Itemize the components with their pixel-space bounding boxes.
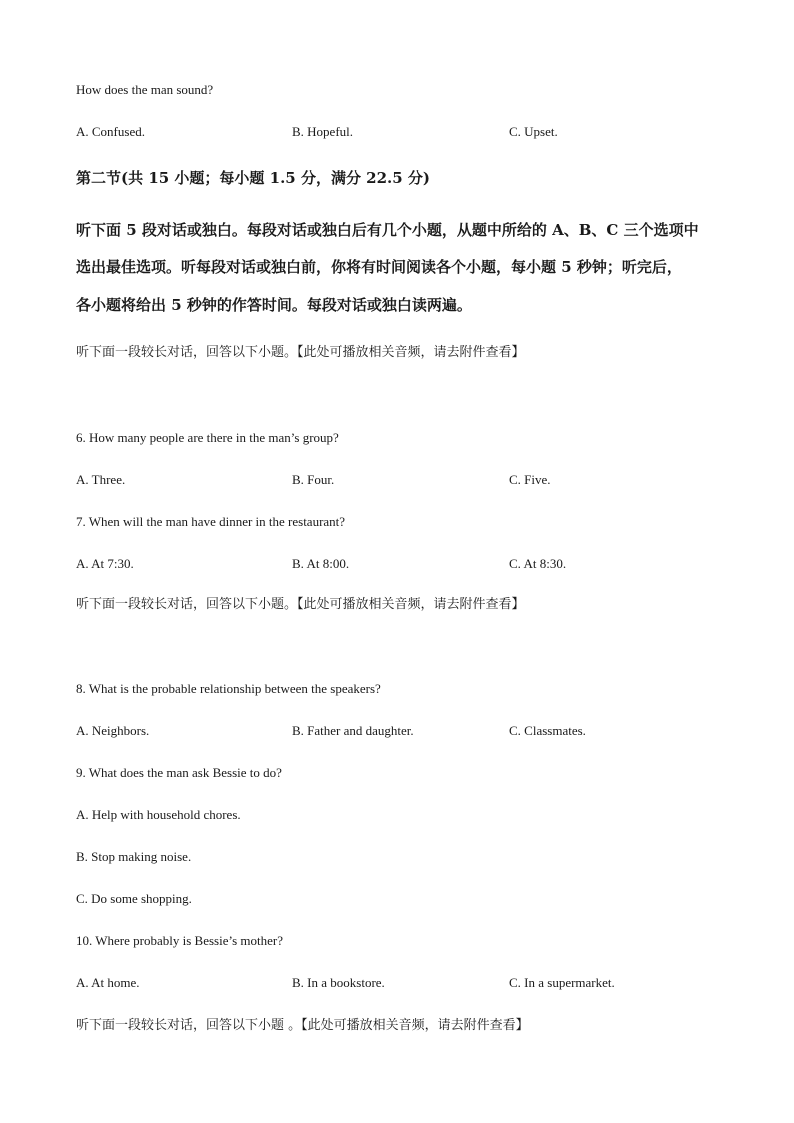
question-10-text: 10. Where probably is Bessie’s mother? — [76, 933, 283, 948]
q8-option-a: A. Neighbors. — [76, 723, 150, 738]
instructions-line-3: 各小题将给出 5 秒钟的作答时间。每段对话或独白读两遍。 — [76, 296, 472, 314]
listen-prompt-1: 听下面一段较长对话，回答以下小题。【此处可播放相关音频，请去附件查看】 — [76, 345, 525, 360]
q7-option-b: B. At 8:00. — [292, 556, 350, 571]
q10-option-c: C. In a supermarket. — [509, 975, 615, 990]
listen-prompt-3: 听下面一段较长对话，回答以下小题 。【此处可播放相关音频，请去附件查看】 — [76, 1018, 529, 1033]
q9-option-a: A. Help with household chores. — [76, 807, 241, 822]
q8-option-b: B. Father and daughter. — [292, 723, 414, 738]
section-heading: 第二节(共 15 小题；每小题 1.5 分，满分 22.5 分) — [76, 169, 431, 187]
q5-option-a: A. Confused. — [76, 124, 145, 139]
instructions-line-1: 听下面 5 段对话或独白。每段对话或独白后有几个小题，从题中所给的 A、B、C 三个选项中 — [76, 221, 699, 239]
listen-prompt-2: 听下面一段较长对话，回答以下小题。【此处可播放相关音频，请去附件查看】 — [76, 597, 525, 612]
q10-option-b: B. In a bookstore. — [292, 975, 385, 990]
question-9-text: 9. What does the man ask Bessie to do? — [76, 765, 282, 780]
q6-option-a: A. Three. — [76, 472, 126, 487]
q9-option-c: C. Do some shopping. — [76, 891, 192, 906]
q8-option-c: C. Classmates. — [509, 723, 586, 738]
q10-option-a: A. At home. — [76, 975, 140, 990]
instructions-line-2: 选出最佳选项。听每段对话或独白前，你将有时间阅读各个小题，每小题 5 秒钟；听完后， — [76, 258, 682, 276]
q5-option-c: C. Upset. — [509, 124, 558, 139]
question-6-text: 6. How many people are there in the man’s group? — [76, 430, 339, 445]
q5-option-b: B. Hopeful. — [292, 124, 354, 139]
question-7-text: 7. When will the man have dinner in the restaurant? — [76, 514, 346, 529]
q6-option-c: C. Five. — [509, 472, 551, 487]
q9-option-b: B. Stop making noise. — [76, 849, 192, 864]
question-8-text: 8. What is the probable relationship between the speakers? — [76, 681, 381, 696]
q6-option-b: B. Four. — [292, 472, 335, 487]
q7-option-c: C. At 8:30. — [509, 556, 567, 571]
question-5-text: How does the man sound? — [76, 82, 214, 97]
q7-option-a: A. At 7:30. — [76, 556, 134, 571]
